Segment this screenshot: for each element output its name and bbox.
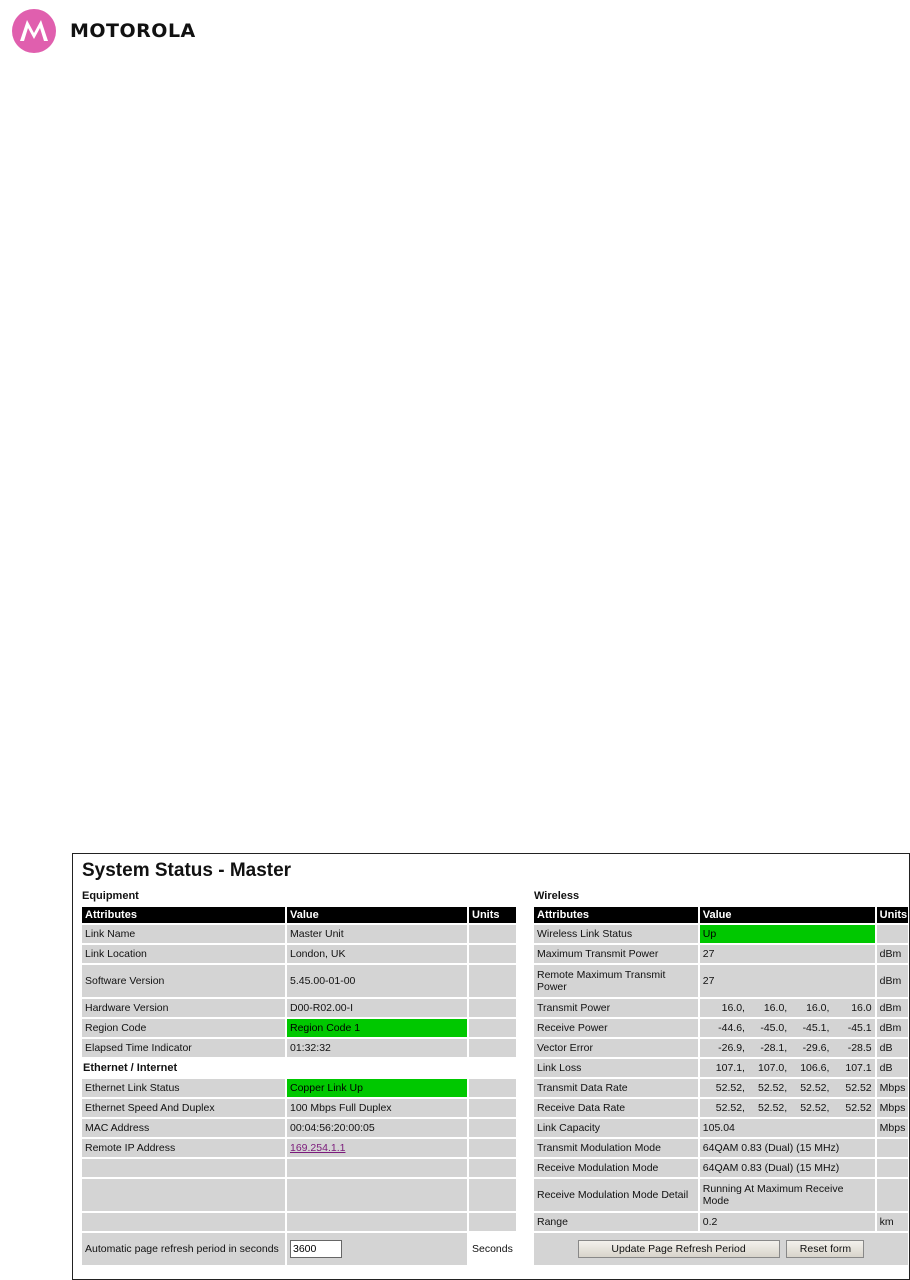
blank-cell: [469, 1213, 516, 1231]
value-link-location: London, UK: [287, 945, 467, 963]
header-value: Value: [700, 907, 875, 923]
value-remote-ip: [287, 1139, 467, 1157]
table-row: [534, 925, 908, 943]
table-row: [82, 1119, 516, 1137]
equipment-header-row: [82, 907, 516, 923]
value-range: 0.2: [700, 1213, 875, 1231]
attr-vector-error: Vector Error: [534, 1039, 698, 1057]
receive-power-3: -45.1,: [802, 1022, 830, 1034]
blank-row: [82, 1179, 516, 1211]
attr-wireless-link-status: Wireless Link Status: [534, 925, 698, 943]
attr-remote-max-transmit-power: Remote Maximum Transmit Power: [534, 965, 698, 997]
unit-mac-address: [469, 1119, 516, 1137]
motorola-logo: [12, 9, 196, 53]
value-receive-modulation-mode-detail: Running At Maximum Receive Mode: [700, 1179, 875, 1211]
header-units: Units: [877, 907, 908, 923]
unit-software-version: [469, 965, 516, 997]
value-elapsed-time: 01:32:32: [287, 1039, 467, 1057]
attr-range: Range: [534, 1213, 698, 1231]
table-row: [82, 999, 516, 1017]
unit-transmit-modulation-mode: [877, 1139, 908, 1157]
attr-remote-ip: Remote IP Address: [82, 1139, 285, 1157]
unit-link-capacity: Mbps: [877, 1119, 908, 1137]
table-row: [82, 1099, 516, 1117]
refresh-period-label: Automatic page refresh period in seconds: [82, 1233, 285, 1265]
link-loss-4: 107.1: [845, 1062, 872, 1074]
unit-remote-max-transmit-power: dBm: [877, 965, 908, 997]
ethernet-section-row: [82, 1059, 516, 1077]
table-row: [82, 1019, 516, 1037]
value-ethernet-speed: 100 Mbps Full Duplex: [287, 1099, 467, 1117]
wireless-header-row: [534, 907, 908, 923]
unit-link-name: [469, 925, 516, 943]
brand-name: MOTOROLA: [70, 20, 196, 42]
refresh-period-unit: Seconds: [469, 1233, 516, 1265]
unit-receive-modulation-mode: [877, 1159, 908, 1177]
wireless-section-label: Wireless: [534, 890, 580, 902]
blank-cell: [82, 1213, 285, 1231]
unit-receive-power: dBm: [877, 1019, 908, 1037]
attr-ethernet-link-status: Ethernet Link Status: [82, 1079, 285, 1097]
attr-link-location: Link Location: [82, 945, 285, 963]
attr-elapsed-time: Elapsed Time Indicator: [82, 1039, 285, 1057]
attr-link-name: Link Name: [82, 925, 285, 943]
table-row: [534, 1039, 908, 1057]
reset-form-button[interactable]: Reset form: [786, 1240, 864, 1258]
table-row: [82, 1139, 516, 1157]
attr-transmit-power: Transmit Power: [534, 999, 698, 1017]
attr-link-capacity: Link Capacity: [534, 1119, 698, 1137]
receive-data-rate-3: 52.52,: [800, 1102, 830, 1114]
unit-ethernet-link-status: [469, 1079, 516, 1097]
attr-region-code: Region Code: [82, 1019, 285, 1037]
attr-receive-modulation-mode-detail: Receive Modulation Mode Detail: [534, 1179, 698, 1211]
attr-link-loss: Link Loss: [534, 1059, 698, 1077]
table-row: [534, 1019, 908, 1037]
value-receive-power: [700, 1019, 875, 1037]
header-units: Units: [469, 907, 516, 923]
unit-max-transmit-power: dBm: [877, 945, 908, 963]
table-row: [534, 1159, 908, 1177]
button-cell: [534, 1233, 908, 1265]
receive-data-rate-1: 52.52,: [715, 1102, 745, 1114]
unit-link-location: [469, 945, 516, 963]
table-row: [534, 1059, 908, 1077]
vector-error-4: -28.5: [847, 1042, 872, 1054]
table-row: [82, 945, 516, 963]
value-transmit-power: [700, 999, 875, 1017]
value-region-code: Region Code 1: [287, 1019, 467, 1037]
unit-link-loss: dB: [877, 1059, 908, 1077]
table-row: [534, 1079, 908, 1097]
blank-row: [82, 1159, 516, 1177]
link-loss-3: 106.6,: [800, 1062, 830, 1074]
transmit-power-1: 16.0,: [721, 1002, 745, 1014]
value-link-name: Master Unit: [287, 925, 467, 943]
unit-range: km: [877, 1213, 908, 1231]
unit-receive-modulation-mode-detail: [877, 1179, 908, 1211]
attr-ethernet-speed: Ethernet Speed And Duplex: [82, 1099, 285, 1117]
transmit-data-rate-2: 52.52,: [758, 1082, 788, 1094]
value-vector-error: [700, 1039, 875, 1057]
refresh-period-cell: [287, 1233, 467, 1265]
unit-ethernet-speed: [469, 1099, 516, 1117]
attr-max-transmit-power: Maximum Transmit Power: [534, 945, 698, 963]
unit-region-code: [469, 1019, 516, 1037]
value-wireless-link-status: Up: [700, 925, 875, 943]
page-title: System Status - Master: [82, 860, 292, 881]
unit-receive-data-rate: Mbps: [877, 1099, 908, 1117]
transmit-data-rate-1: 52.52,: [715, 1082, 745, 1094]
attr-hardware-version: Hardware Version: [82, 999, 285, 1017]
blank-cell: [287, 1179, 467, 1211]
table-row: [534, 999, 908, 1017]
vector-error-1: -26.9,: [718, 1042, 745, 1054]
table-row: [82, 965, 516, 997]
receive-power-4: -45.1: [847, 1022, 872, 1034]
unit-hardware-version: [469, 999, 516, 1017]
attr-receive-power: Receive Power: [534, 1019, 698, 1037]
vector-error-2: -28.1,: [760, 1042, 788, 1054]
blank-row: [82, 1213, 516, 1231]
table-row: [82, 1039, 516, 1057]
attr-software-version: Software Version: [82, 965, 285, 997]
motorola-batwing-icon: [12, 9, 56, 53]
table-row: [534, 1119, 908, 1137]
vector-error-3: -29.6,: [802, 1042, 830, 1054]
attr-transmit-modulation-mode: Transmit Modulation Mode: [534, 1139, 698, 1157]
transmit-data-rate-4: 52.52: [845, 1082, 872, 1094]
unit-remote-ip: [469, 1139, 516, 1157]
value-ethernet-link-status: Copper Link Up: [287, 1079, 467, 1097]
transmit-power-3: 16.0,: [806, 1002, 830, 1014]
link-loss-1: 107.1,: [715, 1062, 745, 1074]
refresh-row: [82, 1233, 516, 1265]
attr-receive-data-rate: Receive Data Rate: [534, 1099, 698, 1117]
value-receive-data-rate: [700, 1099, 875, 1117]
table-row: [534, 1213, 908, 1231]
unit-wireless-link-status: [877, 925, 908, 943]
value-transmit-modulation-mode: 64QAM 0.83 (Dual) (15 MHz): [700, 1139, 875, 1157]
value-remote-max-transmit-power: 27: [700, 965, 875, 997]
blank-cell: [469, 1179, 516, 1211]
equipment-table: [80, 905, 518, 1267]
wireless-table: [532, 905, 910, 1267]
blank-cell: [82, 1159, 285, 1177]
transmit-power-4: 16.0: [851, 1002, 872, 1014]
value-link-loss: [700, 1059, 875, 1077]
blank-cell: [287, 1159, 467, 1177]
header-value: Value: [287, 907, 467, 923]
remote-ip-link[interactable]: 169.254.1.1: [290, 1142, 346, 1154]
value-software-version: 5.45.00-01-00: [287, 965, 467, 997]
receive-power-1: -44.6,: [718, 1022, 745, 1034]
table-row: [534, 945, 908, 963]
transmit-data-rate-3: 52.52,: [800, 1082, 830, 1094]
attr-mac-address: MAC Address: [82, 1119, 285, 1137]
receive-data-rate-4: 52.52: [845, 1102, 872, 1114]
receive-power-2: -45.0,: [760, 1022, 788, 1034]
system-status-panel: [72, 853, 910, 1280]
table-row: [534, 1139, 908, 1157]
transmit-power-2: 16.0,: [763, 1002, 788, 1014]
ethernet-section-label: Ethernet / Internet: [82, 1059, 516, 1077]
receive-data-rate-2: 52.52,: [758, 1102, 788, 1114]
blank-cell: [287, 1213, 467, 1231]
unit-elapsed-time: [469, 1039, 516, 1057]
header-attributes: Attributes: [534, 907, 698, 923]
value-transmit-data-rate: [700, 1079, 875, 1097]
unit-vector-error: dB: [877, 1039, 908, 1057]
table-row: [534, 1179, 908, 1211]
value-link-capacity: 105.04: [700, 1119, 875, 1137]
unit-transmit-power: dBm: [877, 999, 908, 1017]
blank-cell: [82, 1179, 285, 1211]
update-refresh-period-button[interactable]: Update Page Refresh Period: [578, 1240, 780, 1258]
table-row: [534, 965, 908, 997]
table-row: [82, 925, 516, 943]
value-max-transmit-power: 27: [700, 945, 875, 963]
attr-transmit-data-rate: Transmit Data Rate: [534, 1079, 698, 1097]
table-row: [82, 1079, 516, 1097]
unit-transmit-data-rate: Mbps: [877, 1079, 908, 1097]
refresh-period-input[interactable]: [290, 1240, 342, 1258]
value-receive-modulation-mode: 64QAM 0.83 (Dual) (15 MHz): [700, 1159, 875, 1177]
value-mac-address: 00:04:56:20:00:05: [287, 1119, 467, 1137]
equipment-section-label: Equipment: [82, 890, 139, 902]
attr-receive-modulation-mode: Receive Modulation Mode: [534, 1159, 698, 1177]
link-loss-2: 107.0,: [758, 1062, 788, 1074]
table-row: [534, 1099, 908, 1117]
blank-cell: [469, 1159, 516, 1177]
value-hardware-version: D00-R02.00-I: [287, 999, 467, 1017]
button-row: [534, 1233, 908, 1265]
header-attributes: Attributes: [82, 907, 285, 923]
